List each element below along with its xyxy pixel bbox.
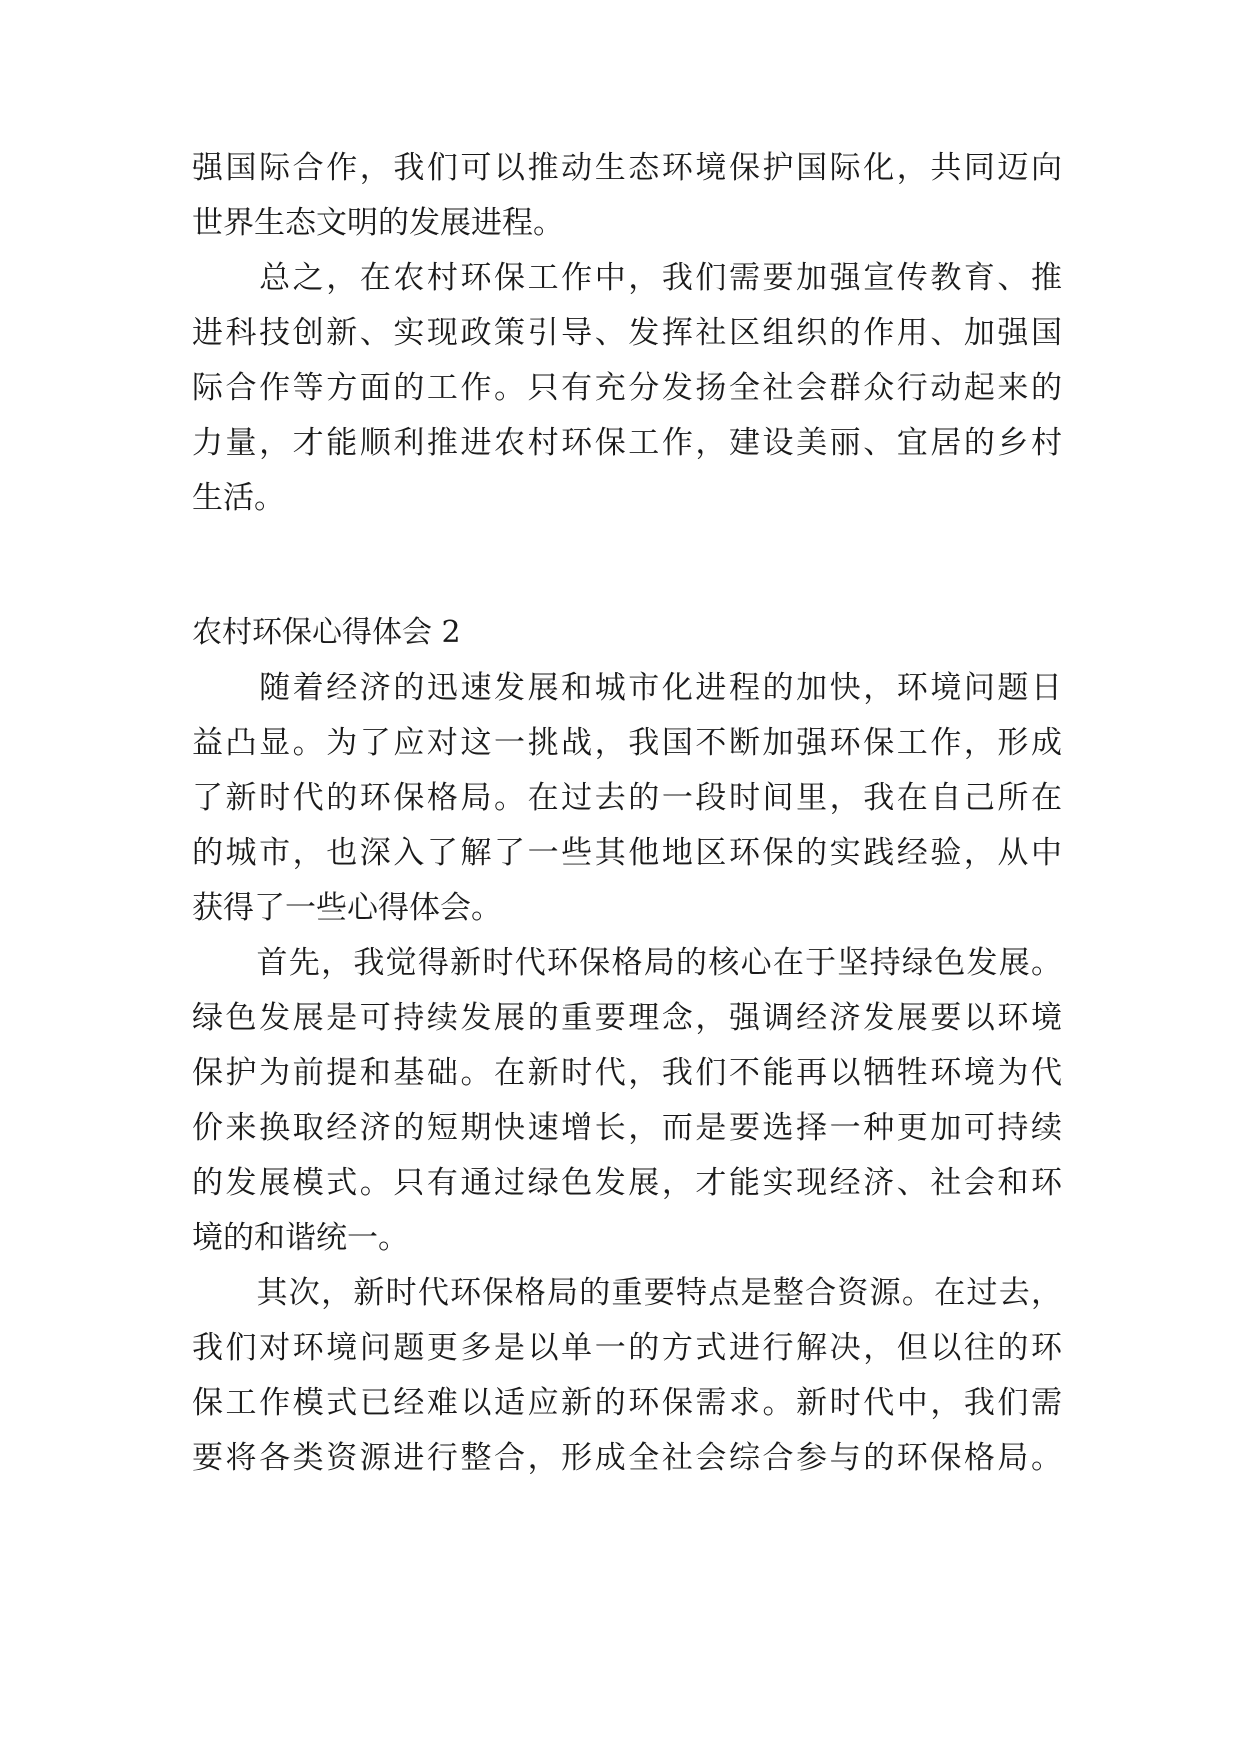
text-line: 价来换取经济的短期快速增长，而是要选择一种更加可持续 — [192, 1110, 1062, 1146]
text-line: 境的和谐统一。 — [192, 1220, 409, 1256]
text-line: 首先，我觉得新时代环保格局的核心在于坚持绿色发展。 — [192, 945, 1062, 981]
text-line: 际合作等方面的工作。只有充分发扬全社会群众行动起来的 — [192, 370, 1062, 406]
text-line: 保护为前提和基础。在新时代，我们不能再以牺牲环境为代 — [192, 1055, 1062, 1091]
text-line: 了新时代的环保格局。在过去的一段时间里，我在自己所在 — [192, 780, 1062, 816]
text-line: 世界生态文明的发展进程。 — [192, 205, 564, 241]
text-line: 总之，在农村环保工作中，我们需要加强宣传教育、推 — [192, 260, 1062, 296]
text-line: 的城市，也深入了解了一些其他地区环保的实践经验，从中 — [192, 835, 1062, 871]
text-line: 力量，才能顺利推进农村环保工作，建设美丽、宜居的乡村 — [192, 425, 1062, 461]
text-line: 益凸显。为了应对这一挑战，我国不断加强环保工作，形成 — [192, 725, 1062, 761]
text-line: 要将各类资源进行整合，形成全社会综合参与的环保格局。 — [192, 1440, 1062, 1476]
text-line: 的发展模式。只有通过绿色发展，才能实现经济、社会和环 — [192, 1165, 1062, 1201]
text-line: 强国际合作，我们可以推动生态环境保护国际化，共同迈向 — [192, 150, 1062, 186]
text-line: 绿色发展是可持续发展的重要理念，强调经济发展要以环境 — [192, 1000, 1062, 1036]
text-line: 生活。 — [192, 480, 285, 516]
text-line: 获得了一些心得体会。 — [192, 890, 502, 926]
text-line: 其次，新时代环保格局的重要特点是整合资源。在过去， — [192, 1275, 1062, 1311]
text-line: 随着经济的迅速发展和城市化进程的加快，环境问题日 — [192, 670, 1062, 706]
section-heading: 农村环保心得体会 2 — [192, 615, 461, 650]
text-line: 进科技创新、实现政策引导、发挥社区组织的作用、加强国 — [192, 315, 1062, 351]
text-line: 保工作模式已经难以适应新的环保需求。新时代中，我们需 — [192, 1385, 1062, 1421]
text-line: 我们对环境问题更多是以单一的方式进行解决，但以往的环 — [192, 1330, 1062, 1366]
